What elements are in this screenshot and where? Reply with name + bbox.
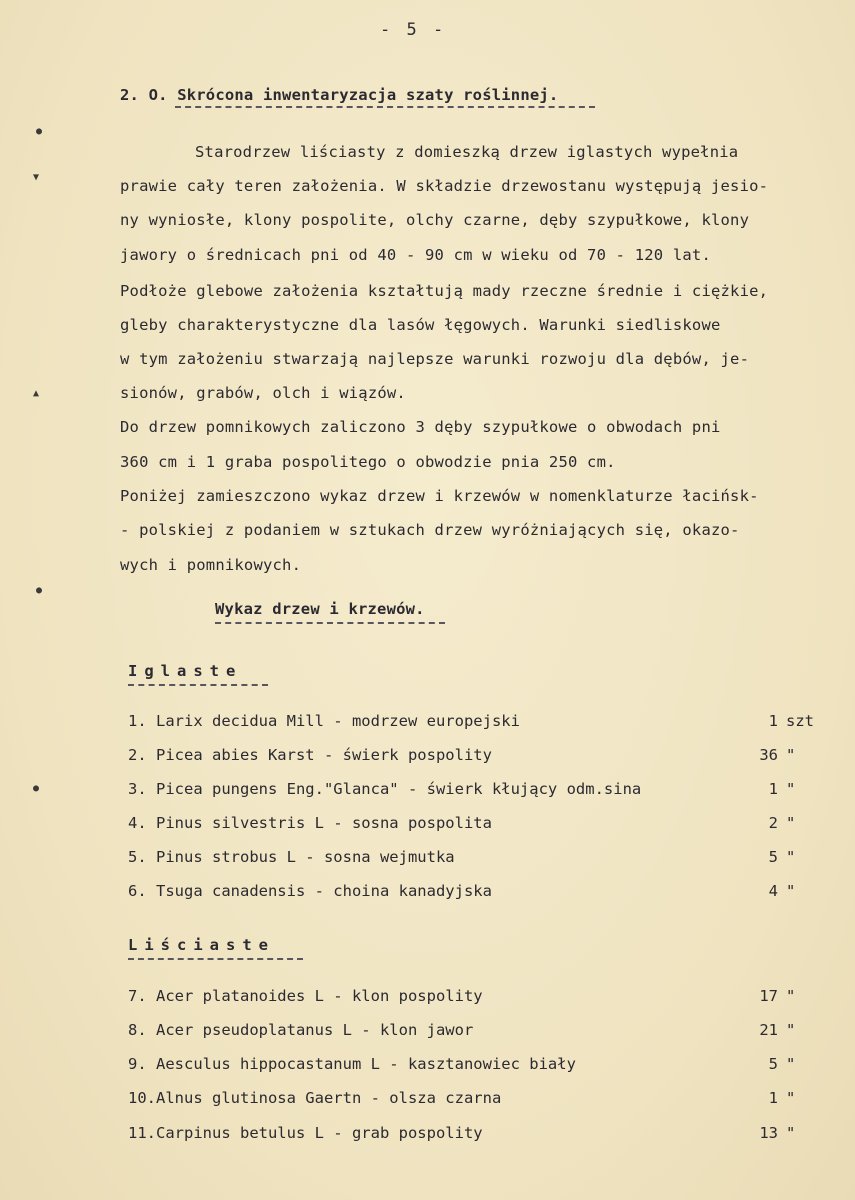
item-unit: " (786, 848, 796, 866)
list-item (128, 712, 818, 734)
item-label: 7. Acer platanoides L - klon pospolity (128, 987, 483, 1005)
item-quantity: 17 (759, 987, 778, 1005)
item-label: 11.Carpinus betulus L - grab pospolity (128, 1124, 483, 1142)
section-underline (128, 958, 303, 960)
item-label: 8. Acer pseudoplatanus L - klon jawor (128, 1021, 474, 1039)
item-unit: " (786, 882, 796, 900)
list-item (128, 1124, 818, 1146)
margin-dot: ● (36, 585, 43, 596)
item-quantity: 21 (759, 1021, 778, 1039)
item-quantity: 1 (768, 712, 778, 730)
paragraph-line: wych i pomnikowych. (120, 556, 302, 574)
item-quantity: 36 (759, 746, 778, 764)
list-item (128, 1021, 818, 1043)
paragraph-line: w tym założeniu stwarzają najlepsze warunki rozwoju dla dębów, je- (120, 350, 750, 368)
list-item (128, 814, 818, 836)
item-unit: " (786, 1089, 796, 1107)
item-quantity: 13 (759, 1124, 778, 1142)
section-underline (128, 684, 268, 686)
item-label: 4. Pinus silvestris L - sosna pospolita (128, 814, 492, 832)
item-unit: " (786, 780, 796, 798)
item-quantity: 1 (768, 1089, 778, 1107)
paragraph-line: gleby charakterystyczne dla lasów łęgowych. Warunki siedliskowe (120, 316, 721, 334)
paragraph-line: - polskiej z podaniem w sztukach drzew wyróżniających się, okazo- (120, 521, 740, 539)
list-item (128, 1055, 818, 1077)
item-unit: " (786, 1124, 796, 1142)
paragraph-line: Poniżej zamieszczono wykaz drzew i krzewów w nomenklaturze łacińsk- (120, 487, 759, 505)
margin-dot: ● (33, 783, 40, 794)
item-quantity: 1 (768, 780, 778, 798)
item-label: 5. Pinus strobus L - sosna wejmutka (128, 848, 455, 866)
item-label: 3. Picea pungens Eng."Glanca" - świerk kłujący odm.sina (128, 780, 642, 798)
item-quantity: 5 (768, 1055, 778, 1073)
item-label: 1. Larix decidua Mill - modrzew europejski (128, 712, 520, 730)
section-title-coniferous: Iglaste (128, 662, 243, 680)
item-quantity: 5 (768, 848, 778, 866)
paragraph-line: 360 cm i 1 graba pospolitego o obwodzie pnia 250 cm. (120, 453, 616, 471)
list-title-underline (215, 622, 445, 624)
paragraph-line: ny wyniosłe, klony pospolite, olchy czarne, dęby szypułkowe, klony (120, 211, 750, 229)
paragraph-line: sionów, grabów, olch i wiązów. (120, 384, 406, 402)
list-item (128, 848, 818, 870)
margin-dot: ▼ (33, 172, 40, 183)
item-unit: szt (786, 712, 814, 730)
item-quantity: 2 (768, 814, 778, 832)
item-label: 6. Tsuga canadensis - choina kanadyjska (128, 882, 492, 900)
heading-underline (175, 106, 595, 108)
item-unit: " (786, 746, 796, 764)
list-item (128, 987, 818, 1009)
item-unit: " (786, 814, 796, 832)
item-label: 10.Alnus glutinosa Gaertn - olsza czarna (128, 1089, 502, 1107)
list-item (128, 882, 818, 904)
item-unit: " (786, 987, 796, 1005)
margin-dot: ▲ (33, 388, 40, 399)
paragraph-line: Do drzew pomnikowych zaliczono 3 dęby szypułkowe o obwodach pni (120, 418, 721, 436)
item-label: 9. Aesculus hippocastanum L - kasztanowiec biały (128, 1055, 576, 1073)
section-title-deciduous: Liściaste (128, 936, 275, 954)
paragraph-line: prawie cały teren założenia. W składzie drzewostanu występują jesio- (120, 177, 769, 195)
paragraph-line: jawory o średnicach pni od 40 - 90 cm w wieku od 70 - 120 lat. (120, 246, 711, 264)
list-item (128, 1089, 818, 1111)
item-quantity: 4 (768, 882, 778, 900)
page-number: - 5 - (380, 20, 447, 40)
paragraph-line: Starodrzew liściasty z domieszką drzew iglastych wypełnia (195, 143, 739, 161)
list-title: Wykaz drzew i krzewów. (215, 600, 425, 618)
margin-dot: ● (36, 126, 43, 137)
item-unit: " (786, 1055, 796, 1073)
section-heading: 2. O. Skrócona inwentaryzacja szaty roślinnej. (120, 86, 559, 104)
paragraph-line: Podłoże glebowe założenia kształtują mady rzeczne średnie i ciężkie, (120, 282, 769, 300)
item-unit: " (786, 1021, 796, 1039)
item-label: 2. Picea abies Karst - świerk pospolity (128, 746, 492, 764)
list-item (128, 780, 818, 802)
list-item (128, 746, 818, 768)
